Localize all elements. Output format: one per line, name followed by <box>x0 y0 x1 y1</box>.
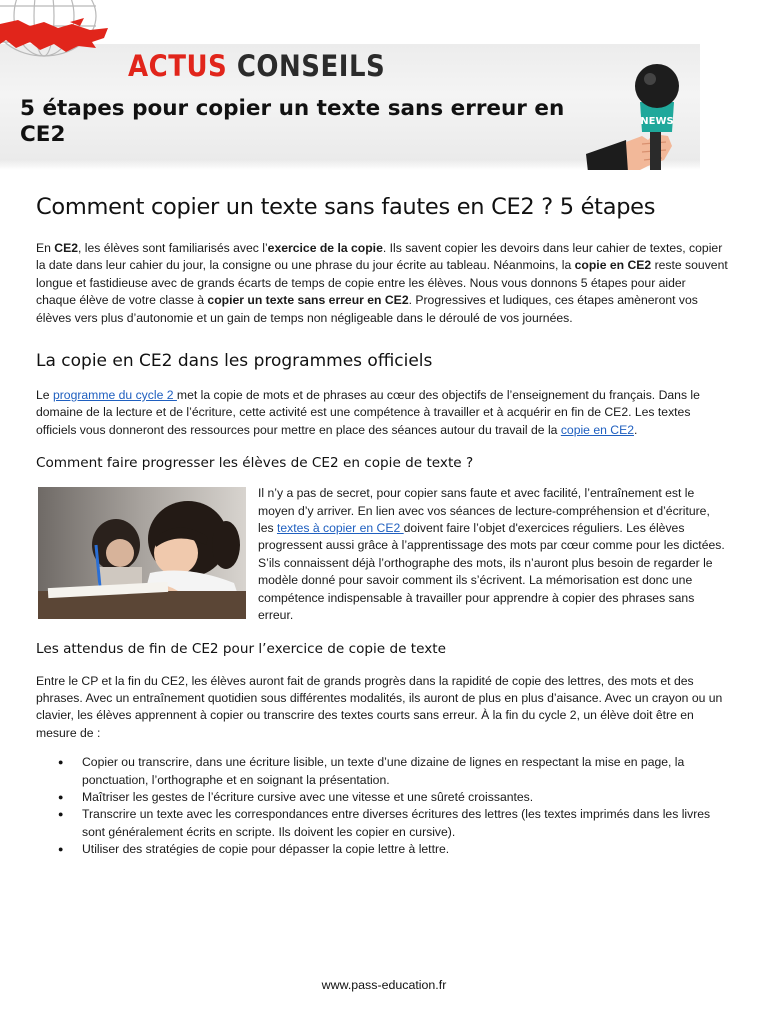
article-title: Comment copier un texte sans fautes en CE2 ? 5 étapes <box>36 194 656 220</box>
attendus-paragraph: Entre le CP et la fin du CE2, les élèves auront fait de grands progrès dans la rapidité de copie des lettres, des mots et des phrases. Avec un entraînement quotidien sous différentes modalités, ils auront de plus en plus d’aisance. Avec un crayon ou un clavier, les élèves apprennent à copier ou transcrire des textes courts sans erreur. À la fin du cycle 2, un élève doit être en mesure de : <box>36 673 723 740</box>
link-copie-en-ce2[interactable]: copie en CE2 <box>560 422 635 437</box>
red-paint-splash-icon <box>0 18 112 54</box>
section-heading-progresser: Comment faire progresser les élèves de CE2 en copie de texte ? <box>36 455 474 472</box>
section-heading-attendus: Les attendus de fin de CE2 pour l’exercice de copie de texte <box>36 640 446 657</box>
list-item: ● Utiliser des stratégies de copie pour dépasser la copie lettre à lettre. <box>36 841 728 858</box>
progress-section-body <box>36 485 728 624</box>
brand-logo <box>128 50 385 84</box>
section-heading-programmes: La copie en CE2 dans les programmes officiels <box>36 351 433 372</box>
link-programme-cycle-2[interactable]: programme du cycle 2 <box>52 388 177 403</box>
classroom-photo <box>38 487 246 619</box>
classroom-photo-icon <box>38 487 246 619</box>
brand-conseils: CONSEILS <box>236 50 386 84</box>
list-item: ● Transcrire un texte avec les correspondances entre diverses écritures des lettres (les textes imprimés dans les livres sont généralement écrits en scripte. Ils doivent les copier en cursive). <box>36 806 728 841</box>
footer-url: www.pass-education.fr <box>321 978 447 992</box>
programmes-paragraph: Le programme du cycle 2 met la copie de mots et de phrases au cœur des objectifs de l’enseignement du français. Dans le domaine de la lecture et de l’écriture, cette activité est une compétence à travailler et à acquérir en fin de CE2. Les textes officiels vous donneront des ressources pour mettre en place des séances autour du travail de la copie en CE2. <box>36 388 700 437</box>
header-banner <box>0 0 768 170</box>
page-headline: 5 étapes pour copier un texte sans erreur en CE2 <box>20 96 565 147</box>
intro-paragraph: En CE2, les élèves sont familiarisés avec l’exercice de la copie. Ils savent copier les devoirs dans leur cahier de textes, copier la date dans leur cahier du jour, la consigne ou une phrase du jour écrite au tableau. Néanmoins, la copie en CE2 reste souvent longue et fastidieuse avec de grands écarts de temps de copie entre les élèves. Nous vous donnons 5 étapes pour aider chaque élève de votre classe à copier un texte sans erreur en CE2. Progressives et ludiques, ces étapes amèneront vos élèves vers plus d’autonomie et un gain de temps non négligeable dans le déroulé de vos journées. <box>36 241 728 325</box>
mic-label: NEWS <box>640 116 674 127</box>
attendus-list <box>36 754 728 858</box>
news-microphone-icon <box>582 62 692 170</box>
link-textes-a-copier[interactable]: textes à copier en CE2 <box>276 521 404 536</box>
list-item: ● Copier ou transcrire, dans une écriture lisible, un texte d’une dizaine de lignes en respectant la mise en page, la ponctuation, l’orthographe et en soignant la présentation. <box>36 754 728 789</box>
progress-paragraph: Il n’y a pas de secret, pour copier sans faute et avec facilité, l’entraînement est le moyen d’y arriver. En lien avec vos séances de lecture-compréhension et d’écriture, les textes à copier en CE2 doivent faire l’objet d'exercices réguliers. Les élèves progressent aussi grâce à l’apprentissage des mots par cœur comme pour les dictées. S’ils connaissent déjà l’orthographe des mots, ils n’auront plus besoin de regarder le modèle donné pour savoir comment ils s’écrivent. La mémorisation est donc une compétence indispensable à travailler pour apprendre à copier des phrases sans erreur. <box>258 486 725 623</box>
article <box>36 192 728 859</box>
list-item: ● Maîtriser les gestes de l’écriture cursive avec une vitesse et une sûreté croissantes. <box>36 789 728 806</box>
brand-actus: ACTUS <box>128 50 228 84</box>
